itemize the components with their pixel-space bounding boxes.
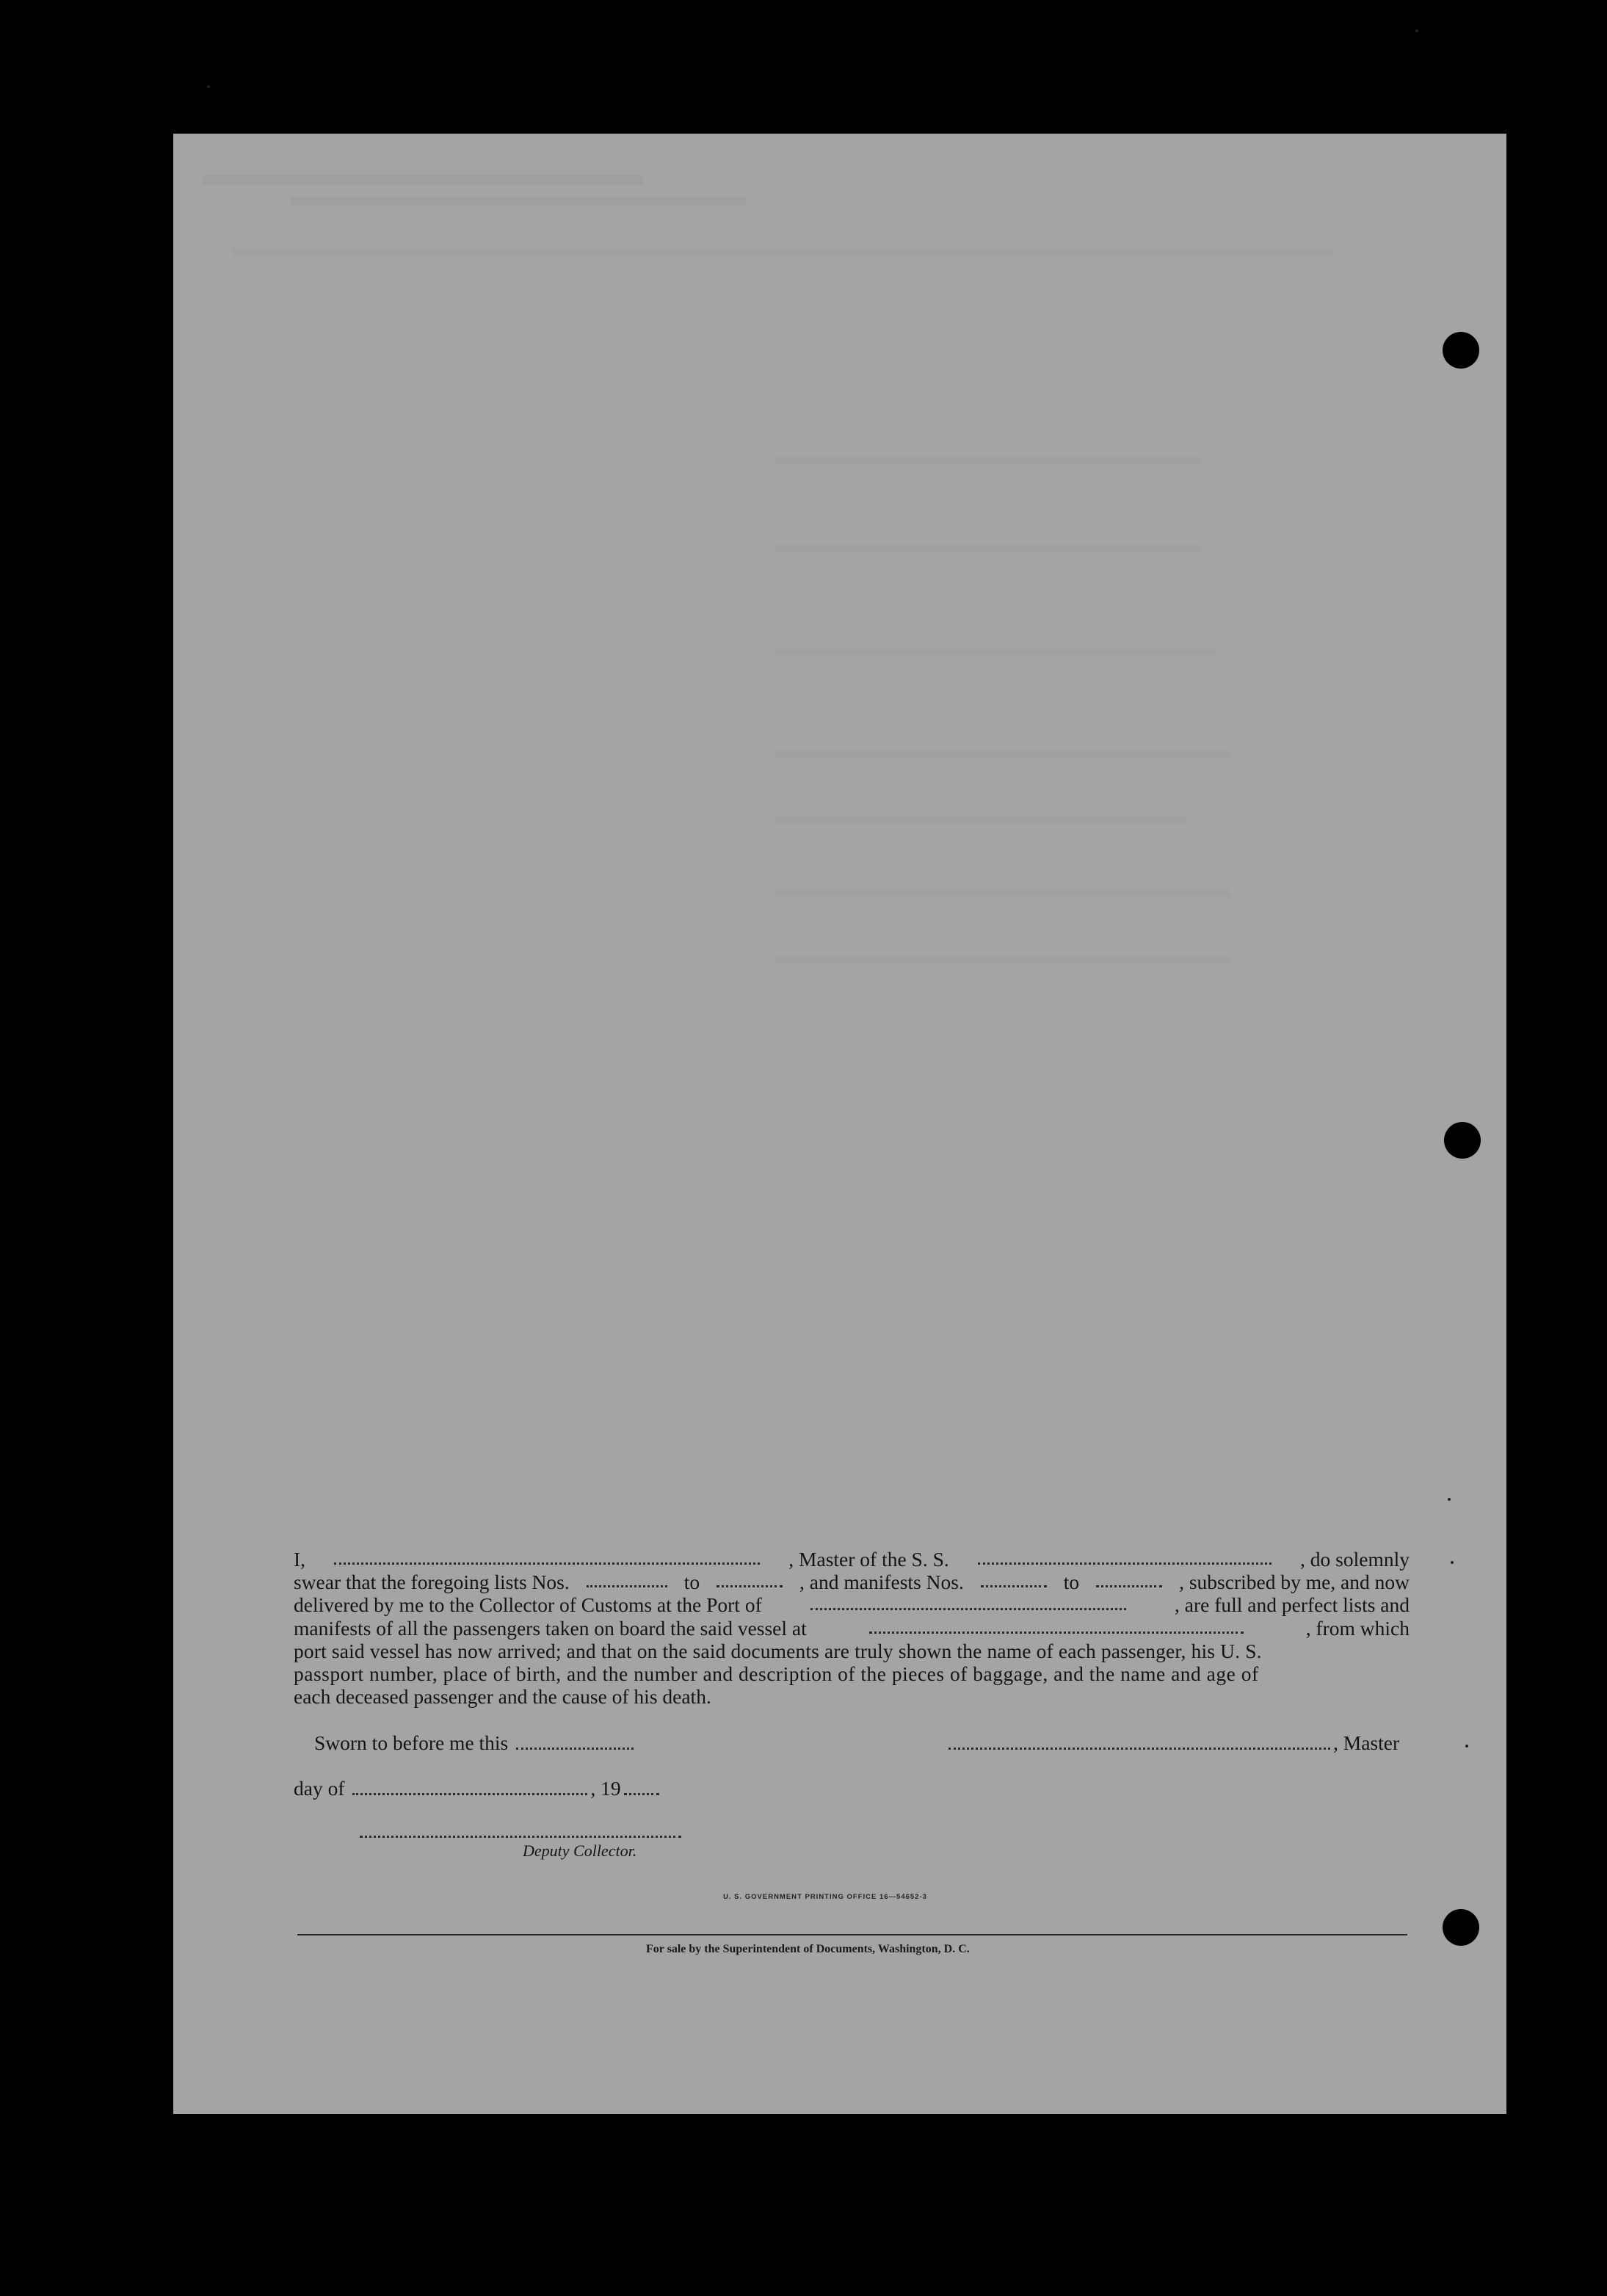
bleed-through-text: [775, 648, 1216, 655]
oath-text: , and manifests Nos.: [799, 1571, 964, 1594]
oath-text: swear that the foregoing lists Nos.: [294, 1571, 570, 1594]
list-from-blank: [587, 1571, 667, 1587]
bleed-through-text: [775, 890, 1230, 897]
punch-hole-middle: [1444, 1122, 1481, 1159]
oath-text: to: [683, 1571, 700, 1594]
oath-line-2: [294, 1571, 1410, 1593]
bleed-through-text: [775, 750, 1230, 758]
year-blank: [624, 1778, 659, 1795]
punch-hole-bottom: [1443, 1909, 1479, 1946]
master-signature-blank: [948, 1733, 1330, 1750]
oath-line-3: [294, 1593, 1410, 1616]
month-blank: [352, 1778, 587, 1795]
year-prefix: , 19: [590, 1777, 621, 1800]
oath-text: I,: [294, 1548, 306, 1571]
sworn-row: [314, 1731, 636, 1755]
deputy-collector-label: Deputy Collector.: [523, 1841, 637, 1860]
printing-office-imprint: U. S. GOVERNMENT PRINTING OFFICE 16—54652-3: [723, 1893, 927, 1901]
oath-line-1: [294, 1548, 1410, 1571]
master-name-blank: [334, 1548, 760, 1565]
oath-line-6: passport number, place of birth, and the number and description of the pieces of baggage, and the name and age of: [294, 1662, 1259, 1686]
bleed-through-text: [291, 197, 746, 206]
scan-speck: [1465, 1745, 1468, 1748]
sworn-label: Sworn to before me this: [314, 1731, 509, 1754]
port-blank: [810, 1593, 1126, 1610]
list-to-blank: [717, 1571, 783, 1587]
scan-speck: [1448, 1498, 1451, 1501]
bleed-through-text: [775, 457, 1201, 464]
oath-text: delivered by me to the Collector of Customs at the Port of: [294, 1593, 762, 1617]
scan-speck: [207, 85, 210, 88]
oath-text: , Master of the S. S.: [788, 1548, 949, 1571]
day-of-row: [294, 1777, 662, 1800]
deputy-signature-line: [360, 1836, 681, 1838]
master-signature-row: [946, 1731, 1399, 1755]
oath-text: manifests of all the passengers taken on board the said vessel at: [294, 1616, 807, 1640]
bleed-through-text: [775, 816, 1186, 824]
ship-name-blank: [978, 1548, 1272, 1565]
bleed-through-text: [203, 175, 643, 185]
bleed-through-text: [232, 248, 1333, 256]
scan-speck: [1415, 29, 1418, 32]
manifest-to-blank: [1096, 1571, 1162, 1587]
manifest-from-blank: [981, 1571, 1047, 1587]
oath-line-4: [294, 1617, 1410, 1640]
sworn-date-blank: [516, 1733, 634, 1750]
oath-text: to: [1063, 1571, 1080, 1594]
footer-rule: [297, 1934, 1407, 1935]
oath-line-7: each deceased passenger and the cause of his death.: [294, 1685, 711, 1709]
bleed-through-text: [775, 545, 1201, 552]
punch-hole-top: [1443, 332, 1479, 369]
oath-text: , do solemnly: [1300, 1548, 1410, 1571]
oath-text: , subscribed by me, and now: [1179, 1571, 1410, 1594]
document-page: [173, 134, 1506, 2114]
master-label: , Master: [1333, 1731, 1400, 1754]
oath-line-5: port said vessel has now arrived; and that on the said documents are truly shown the name of each passenger, his U. S.: [294, 1639, 1262, 1662]
bleed-through-text: [775, 956, 1230, 963]
sale-notice: For sale by the Superintendent of Documents, Washington, D. C.: [646, 1943, 970, 1955]
oath-text: , from which: [1305, 1616, 1410, 1640]
oath-paragraph: [294, 1548, 1410, 1708]
scan-speck: [1451, 1561, 1454, 1564]
day-of-label: day of: [294, 1777, 345, 1800]
oath-text: , are full and perfect lists and: [1175, 1593, 1410, 1617]
embarkation-port-blank: [869, 1617, 1244, 1634]
